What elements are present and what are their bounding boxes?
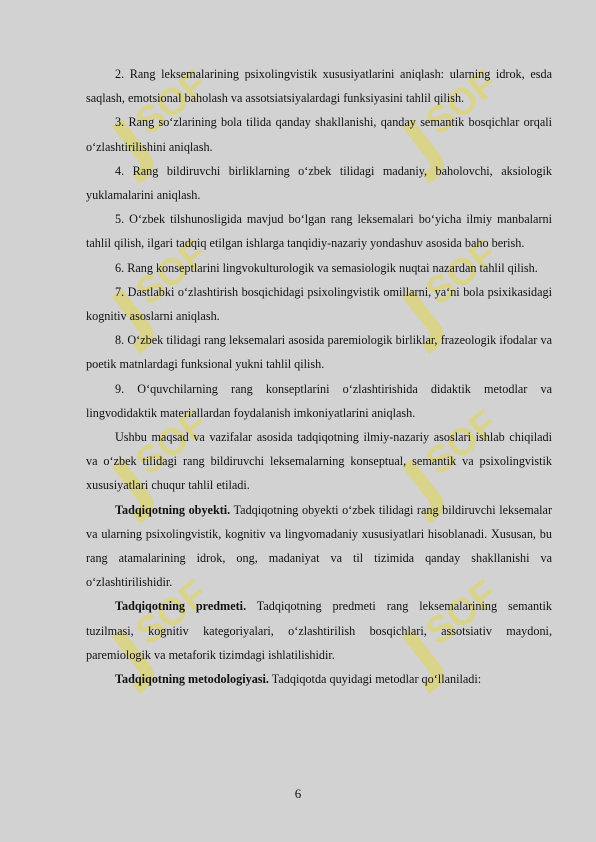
section-heading: Tadqiqotning predmeti.	[115, 599, 247, 614]
document-body	[86, 62, 552, 691]
paragraph: 5. O‘zbek tilshunosligida mavjud bo‘lgan rang leksemalari bo‘yicha ilmiy manbalarni tahlil qilish, ilgari tadqiq etilgan ishlarga tanqidiy-nazariy yondashuv asosida baho berish.	[86, 212, 552, 251]
section-heading: Tadqiqotning obyekti.	[115, 502, 231, 517]
paragraph: 8. O‘zbek tilidagi rang leksemalari asosida paremiologik birliklar, frazeologik ifodalar va poetik matnlardagi funksional yukni tahlil qilish.	[86, 333, 552, 372]
paragraph: 9. O‘quvchilarning rang konseptlarini o‘zlashtirishida didaktik metodlar va lingvodidaktik materiallardan foydalanish imkoniyatlarini aniqlash.	[86, 381, 552, 420]
section-heading: Tadqiqotning metodologiyasi.	[115, 672, 269, 687]
paragraph: 2. Rang leksemalarining psixolingvistik xususiyatlarini aniqlash: ularning idrok, esda saqlash, emotsional baholash va assotsiatsiyalardagi funksiyasini tahlil qilish.	[86, 67, 552, 106]
paragraph: 7. Dastlabki o‘zlashtirish bosqichidagi psixolingvistik omillarni, ya‘ni bola psixikasidagi kognitiv asoslarni aniqlash.	[86, 284, 552, 324]
paragraph: Tadqiqotning metodologiyasi. Tadqiqotda quyidagi metodlar qo‘llaniladi:	[115, 672, 482, 687]
paragraph: Ushbu maqsad va vazifalar asosida tadqiqotning ilmiy-nazariy asoslari ishlab chiqiladi va o‘zbek tilidagi rang bildiruvchi leksemalarning konseptual, semantik va psixolingvistik xususiyatlari chuqur tahlil etiladi.	[86, 430, 552, 493]
paragraph: Tadqiqotning predmeti. Tadqiqotning predmeti rang leksemalarining semantik tuzilmasi, kognitiv kategoriyalari, o‘zlashtirilish bosqichlari, assotsiativ maydoni, paremiologik va metaforik tizimdagi ishlatilishidir.	[86, 599, 552, 662]
page-number: 6	[294, 786, 302, 801]
paragraph: 4. Rang bildiruvchi birliklarning o‘zbek tilidagi madaniy, baholovchi, aksiologik yuklamalarini aniqlash.	[86, 163, 552, 203]
paragraph: Tadqiqotning obyekti. Tadqiqotning obyekti o‘zbek tilidagi rang bildiruvchi leksemalar va ularning psixolingvistik, kognitiv va lingvomadaniy xususiyatlari hisoblanadi. Xususan, bu rang atamalarining idrok, ong, madaniyat va til tizimida qanday shakllanishi va o‘zlashtirilishidir.	[86, 502, 552, 590]
paragraph: 3. Rang so‘zlarining bola tilida qanday shakllanishi, qanday semantik bosqichlar orqali o‘zlashtirilishini aniqlash.	[86, 115, 552, 154]
watermark-layer: SOF	[0, 0, 596, 842]
paragraph: 6. Rang konseptlarini lingvokulturologik va semasiologik nuqtai nazardan tahlil qilish.	[115, 260, 538, 275]
